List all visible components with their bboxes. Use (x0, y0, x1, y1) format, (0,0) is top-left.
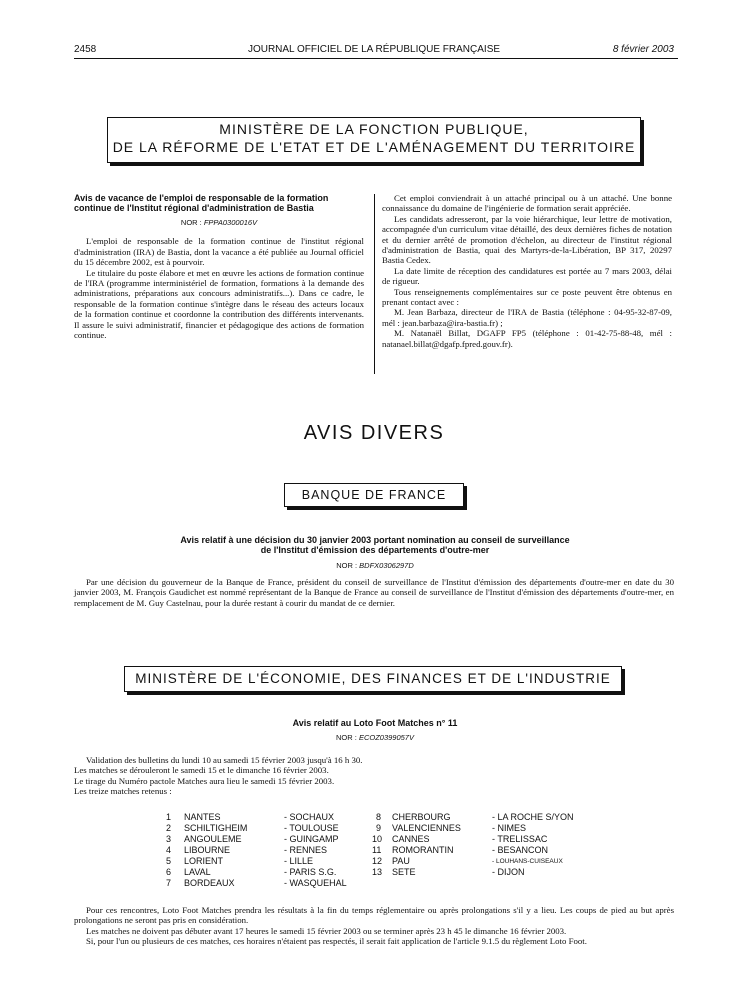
match-number: 4 (166, 845, 172, 855)
banque-paragraph-block (74, 577, 674, 608)
ministry-fonction-publique-box (107, 117, 641, 163)
match-home: SCHILTIGHEIM (184, 823, 248, 833)
intro-line: Le tirage du Numéro pactole Matches aura lieu le samedi 15 février 2003. (74, 775, 335, 786)
nor-reference (80, 561, 670, 570)
match-number: 7 (166, 878, 172, 888)
match-home: BORDEAUX (184, 878, 235, 888)
match-number: 10 (372, 834, 383, 844)
paragraph: La date limite de réception des candidatures est portée au 7 mars 2003, délai de rigueur. (382, 265, 672, 287)
match-away: - RENNES (284, 845, 328, 855)
right-column (382, 193, 672, 349)
match-away: - SOCHAUX (284, 812, 335, 822)
match-home: LORIENT (184, 856, 224, 866)
match-number: 3 (166, 834, 172, 844)
match-home: LAVAL (184, 867, 211, 877)
loto-intro (74, 755, 674, 797)
nor-label: NOR : (336, 733, 357, 742)
ministry-line-1: MINISTÈRE DE LA FONCTION PUBLIQUE, (219, 121, 529, 137)
paragraph: L'emploi de responsable de la formation continue de l'institut régional d'administration (IRA) de Bastia, dont la vacance a été publiée au Journal officiel du 15 décembre 2002, est à pourvoir. (74, 236, 364, 268)
match-home: ROMORANTIN (392, 845, 454, 855)
nor-code: ECOZ0399057V (358, 733, 414, 742)
journal-title: JOURNAL OFFICIEL DE LA RÉPUBLIQUE FRANÇAISE (247, 44, 501, 55)
match-number: 1 (166, 812, 172, 822)
avis-title-banque (80, 535, 670, 555)
match-number: 9 (376, 823, 382, 833)
match-away: - LA ROCHE S/YON (492, 812, 574, 822)
match-away: - PARIS S.G. (284, 867, 337, 877)
issue-date: 8 février 2003 (612, 44, 674, 55)
loto-closing (74, 905, 674, 947)
paragraph: Si, pour l'un ou plusieurs de ces matches, ces horaires n'étaient pas respectés, il serait fait application de l'article 9.1.5 du règlement Loto Foot. (86, 936, 587, 947)
paragraph: Pour ces rencontres, Loto Foot Matches prendra les résultats à la fin du temps réglementaire ou après prolongations s'il y a lieu. Les coups de pied au but après prolongations ne seront pas pris en considération. (74, 905, 674, 926)
match-home: CHERBOURG (392, 812, 451, 822)
match-number: 12 (372, 856, 383, 866)
match-away: - NIMES (492, 823, 527, 833)
header-rule (74, 58, 678, 59)
match-home: ANGOULEME (184, 834, 242, 844)
paragraph: Le titulaire du poste élabore et met en œuvre les actions de formation continue de l'IRA (programme interministériel de formation, formations à la demande des administrations, préparations aux concours administratifs...). Dans ce cadre, le responsable de la formation continue s'intègre dans le réseau des acteurs locaux de la formation continue et coordonne la contribution des différents intervenants. Il assure le suivi administratif, financier et pédagogique des actions de formation continue. (74, 267, 364, 341)
banque-de-france-box: BANQUE DE FRANCE (284, 483, 464, 507)
page-number: 2458 (74, 44, 97, 55)
nor-reference (74, 218, 364, 228)
paragraph: Cet emploi conviendrait à un attaché principal ou à un attaché. Une bonne connaissance du domaine de l'ingénierie de formation serait appréciée. (382, 193, 672, 214)
avis-title-bastia: Avis de vacance de l'emploi de responsable de la formation continue de l'Institut régional d'administration de Bastia (74, 193, 329, 213)
match-home: LIBOURNE (184, 845, 231, 855)
avis-title-line-1: Avis relatif à une décision du 30 janvier 2003 portant nomination au conseil de surveillance (180, 535, 570, 545)
match-home: CANNES (392, 834, 430, 844)
match-home: VALENCIENNES (392, 823, 461, 833)
paragraph: Par une décision du gouverneur de la Banque de France, président du conseil de surveillance de l'Institut d'émission des départements d'outre-mer en date du 30 janvier 2003, M. François Gaudichet est nommé représentant de la Banque de France au conseil de surveillance de l'Institut d'émission des départements d'outre-mer, en remplacement de M. Guy Castelnau, pour la durée restant à courir du mandat de ce dernier. (74, 577, 674, 608)
match-away: - LOUHANS-CUISEAUX (492, 858, 563, 865)
match-number: 11 (372, 845, 382, 855)
paragraph: Les candidats adresseront, par la voie hiérarchique, leur lettre de motivation, accompagnée d'un curriculum vitae détaillé, des deux dernières fiches de notation et du dernier arrêté de promotion d'échelon, au directeur de l'institut régional d'administration de Bastia, quai des Martyrs-de-la-Libération, BP 317, 20297 Bastia Cedex. (382, 213, 672, 266)
match-away: - GUINGAMP (284, 834, 339, 844)
match-away: - TOULOUSE (284, 823, 339, 833)
match-number: 6 (166, 867, 172, 877)
match-number: 13 (372, 867, 383, 877)
ministry-economie-box: MINISTÈRE DE L'ÉCONOMIE, DES FINANCES ET DE L'INDUSTRIE (124, 666, 622, 692)
paragraph: M. Jean Barbaza, directeur de l'IRA de Bastia (téléphone : 04-95-32-87-09, mél : jean.barbaza@ira-bastia.fr) ; (382, 307, 672, 328)
match-home: SETE (392, 867, 416, 877)
match-away: - TRELISSAC (492, 834, 548, 844)
nor-label: NOR : (180, 218, 202, 227)
match-number: 5 (166, 856, 172, 866)
intro-line: Validation des bulletins du lundi 10 au samedi 15 février 2003 jusqu'à 16 h 30. (86, 755, 363, 765)
paragraph: Tous renseignements complémentaires sur ce poste peuvent être obtenus en prenant contact avec : (382, 286, 672, 308)
paragraph: M. Natanaël Billat, DGAFP FP5 (téléphone : 01-42-75-88-48, mél : natanael.billat@dgafp.fpred.gouv.fr). (382, 328, 672, 349)
match-away: - DIJON (492, 867, 525, 877)
match-number: 8 (376, 812, 382, 822)
nor-label: NOR : (336, 561, 358, 570)
avis-title-line-2: de l'Institut d'émission des départements d'outre-mer (260, 545, 490, 555)
match-away: - BESANCON (492, 845, 549, 855)
match-away: - WASQUEHAL (284, 878, 347, 888)
avis-divers-heading: AVIS DIVERS (303, 422, 445, 444)
ministry-line-2: DE LA RÉFORME DE L'ETAT ET DE L'AMÉNAGEMENT DU TERRITOIRE (112, 139, 636, 155)
intro-line: Les matches se dérouleront le samedi 15 et le dimanche 16 février 2003. (74, 765, 329, 776)
column-divider (374, 194, 375, 374)
nor-code: FPPA0300016V (203, 218, 258, 227)
paragraph: Les matches ne doivent pas débuter avant 17 heures le samedi 15 février 2003 ou se terminer après 23 h 45 le dimanche 16 février 2003. (86, 925, 567, 936)
matches-table (0, 812, 748, 892)
match-away: - LILLE (284, 856, 314, 866)
match-home: NANTES (184, 812, 221, 822)
intro-line: Les treize matches retenus : (74, 786, 172, 797)
avis-title-loto: Avis relatif au Loto Foot Matches n° 11 (292, 718, 458, 728)
match-number: 2 (166, 823, 172, 833)
match-home: PAU (392, 856, 410, 866)
nor-reference (80, 733, 670, 742)
left-column (74, 193, 364, 340)
nor-code: BDFX0306297D (359, 561, 414, 570)
